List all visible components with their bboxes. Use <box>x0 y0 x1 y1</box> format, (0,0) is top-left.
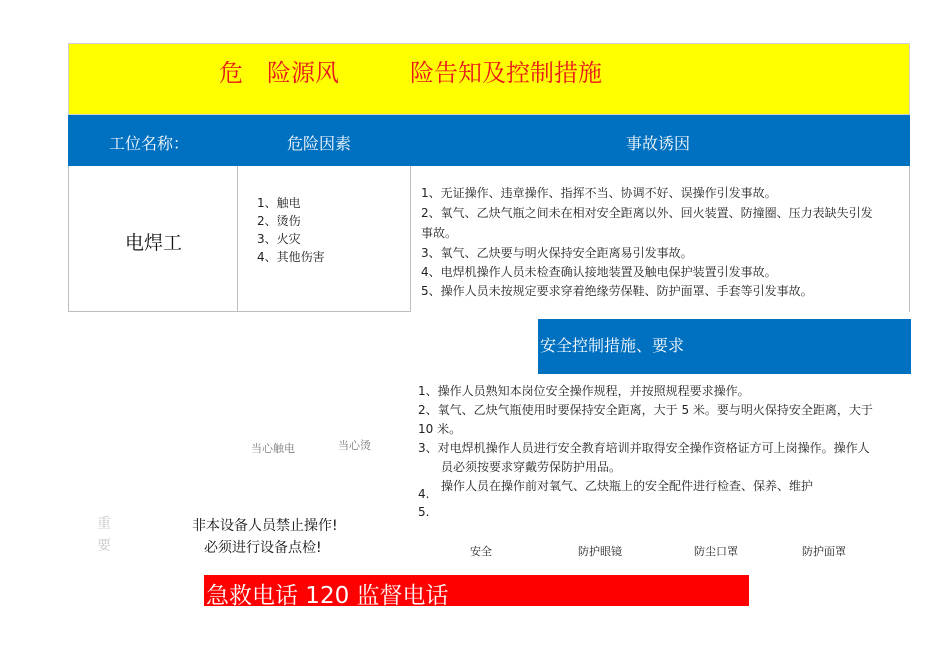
important-label: 重要 <box>97 516 111 554</box>
table-divider-1 <box>237 166 238 312</box>
hazard-item: 3、火灾 <box>257 232 301 246</box>
control-item: 4. <box>418 487 430 501</box>
cause-item: 2、氧气、乙炔气瓶之间未在相对安全距离以外、回火装置、防撞圈、压力表缺失引发 <box>421 206 873 220</box>
emergency-banner <box>204 575 749 609</box>
control-item-clipped: 操作人员在操作前对氧气、乙炔瓶上的安全配件进行检查、保养、维护 <box>441 479 814 493</box>
ppe-label-dust-mask: 防尘口罩 <box>694 545 738 558</box>
ppe-label-goggles: 防护眼镜 <box>578 545 622 558</box>
title-part-2: 险源风 <box>267 59 339 87</box>
header-job-position: 工位名称： <box>109 134 190 153</box>
control-item: 2、氧气、乙炔气瓶使用时要保持安全距离，大于 5 米。要与明火保持安全距离，大于 <box>418 403 873 417</box>
cause-item: 4、电焊机操作人员未检查确认接地装置及触电保护装置引发事故。 <box>421 265 777 279</box>
controls-header <box>538 319 911 374</box>
title-part-1: 危 <box>219 59 243 87</box>
cause-item: 3、氧气、乙炔要与明火保持安全距离易引发事故。 <box>421 246 693 260</box>
control-item: 5. <box>418 505 430 519</box>
warning-no-unauthorized-operation: 非本设备人员禁止操作! <box>192 518 338 534</box>
ppe-label-safety: 安全 <box>470 545 492 558</box>
cause-item: 事故。 <box>421 226 458 240</box>
hazard-item: 1、触电 <box>257 196 301 210</box>
table-border-right <box>909 166 910 312</box>
sign-label-burn: 当心烫 <box>338 439 371 452</box>
ppe-label-face-shield: 防护面罩 <box>802 545 846 558</box>
control-item: 10 米。 <box>418 422 462 436</box>
control-item: 员必须按要求穿戴劳保防护用品。 <box>441 460 622 474</box>
table-header <box>68 115 910 166</box>
controls-title: 安全控制措施、要求 <box>540 336 685 355</box>
header-accident-causes: 事故诱因 <box>626 134 691 153</box>
title-part-3: 险告知及控制措施 <box>410 59 602 87</box>
job-name: 电焊工 <box>125 232 183 254</box>
cause-item: 5、操作人员未按规定要求穿着绝缘劳保鞋、防护面罩、手套等引发事故。 <box>421 284 813 298</box>
table-border-bottom <box>68 311 411 312</box>
warning-equipment-inspection: 必须进行设备点检! <box>204 540 322 556</box>
control-item: 3、对电焊机操作人员进行安全教育培训并取得安全操作资格证方可上岗操作。操作人 <box>418 441 870 455</box>
cause-item: 1、无证操作、违章操作、指挥不当、协调不好、误操作引发事故。 <box>421 186 777 200</box>
sign-label-electric-shock: 当心触电 <box>251 442 295 455</box>
control-item: 1、操作人员熟知本岗位安全操作规程，并按照规程要求操作。 <box>418 384 750 398</box>
table-border-left <box>68 166 69 312</box>
hazard-item: 4、其他伤害 <box>257 250 325 264</box>
hazard-item: 2、烫伤 <box>257 214 301 228</box>
emergency-phone-text: 急救电话 120 监督电话 <box>206 583 449 609</box>
title-banner <box>68 43 910 115</box>
table-divider-2 <box>410 166 411 312</box>
header-hazards: 危险因素 <box>287 134 352 153</box>
